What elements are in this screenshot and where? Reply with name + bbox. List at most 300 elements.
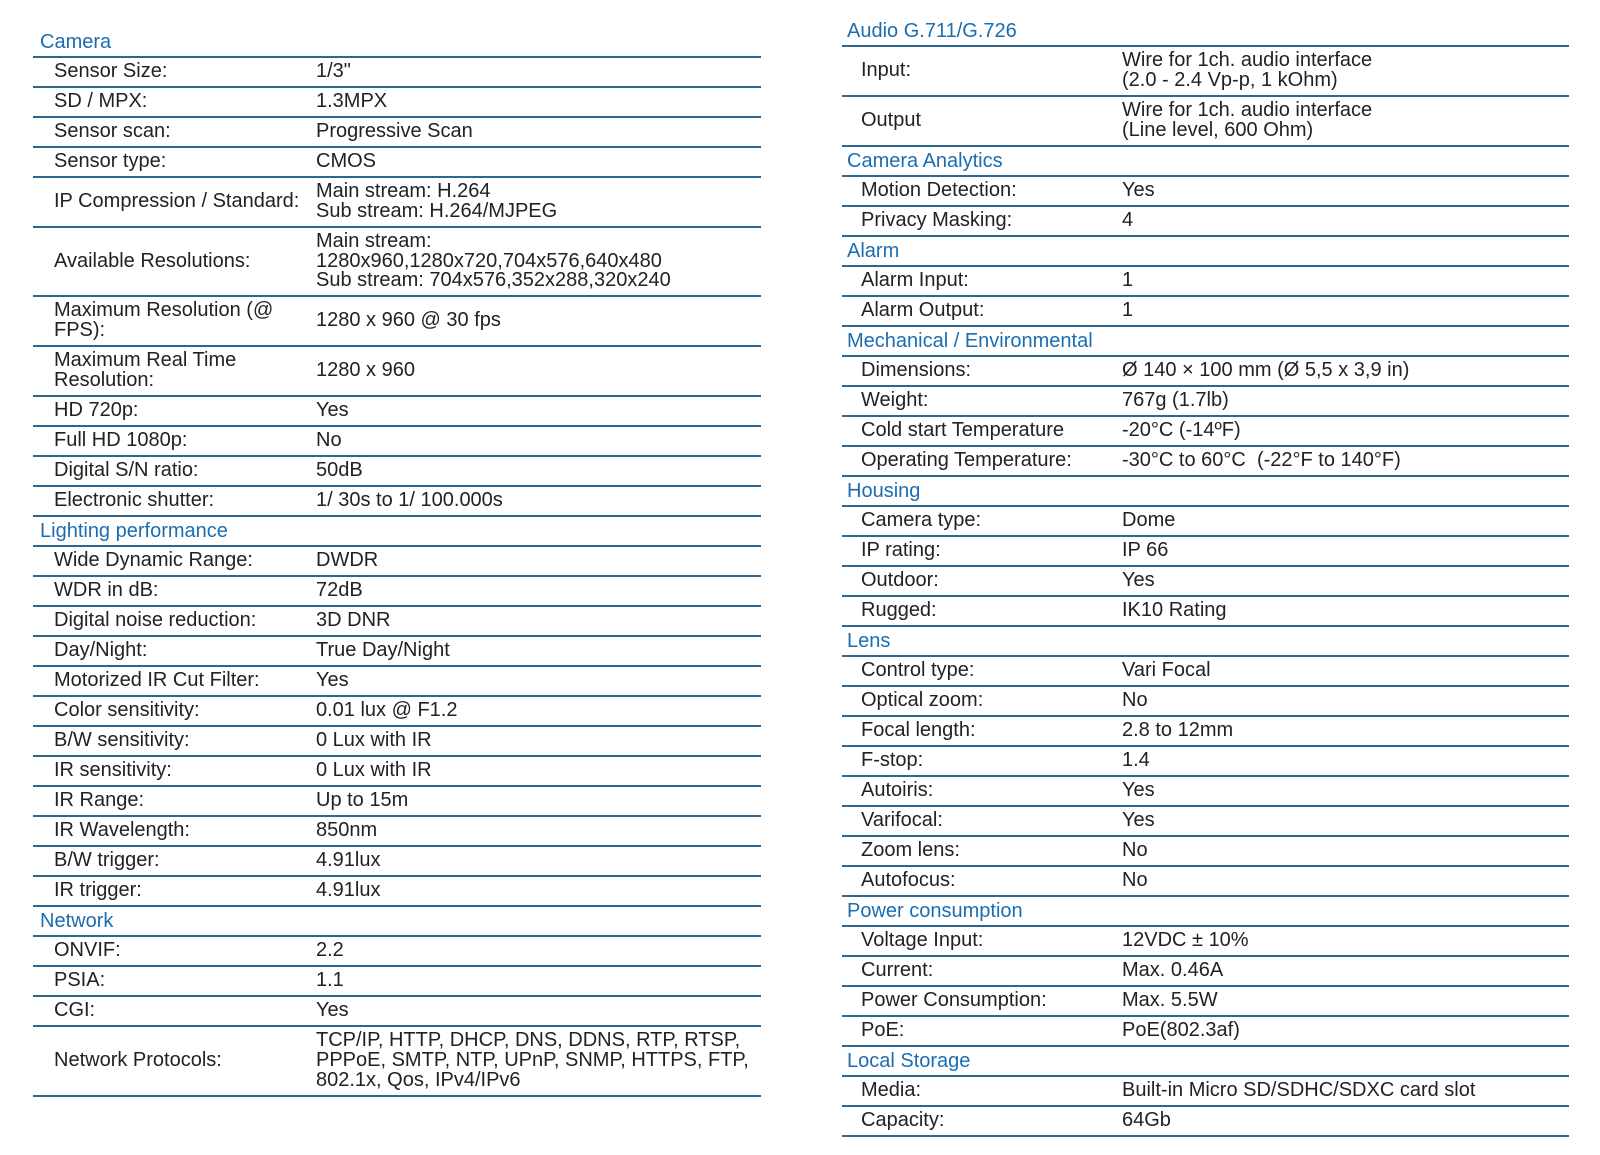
spec-value-line: 3D DNR	[316, 609, 391, 632]
spec-label-line: IR trigger:	[54, 879, 142, 902]
spec-label-line: Color sensitivity:	[54, 699, 200, 722]
spec-label-line: Weight:	[861, 388, 929, 411]
spec-label	[842, 1018, 1122, 1041]
spec-value-line: Main stream: H.264	[316, 180, 491, 203]
spec-value-line: 1	[1122, 268, 1134, 291]
spec-label	[33, 971, 316, 991]
section-heading-lens: Lens	[842, 627, 1569, 657]
spec-value-line: Yes	[316, 669, 349, 692]
spec-label	[33, 301, 316, 341]
spec-value-line: Yes	[1122, 778, 1155, 801]
spec-row-output	[842, 97, 1569, 147]
spec-value-line: No	[1122, 868, 1148, 891]
spec-row-ir-sensitivity	[33, 757, 761, 787]
spec-value	[316, 611, 761, 631]
spec-value	[316, 641, 761, 661]
spec-label-line: Operating Temperature:	[861, 448, 1072, 471]
spec-value-line: 12VDC ± 10%	[1122, 928, 1249, 951]
spec-value-line: Progressive Scan	[316, 120, 473, 143]
spec-label-line: Zoom lens:	[861, 838, 960, 861]
spec-value	[316, 761, 761, 781]
spec-value-line: 1.4	[1122, 748, 1150, 771]
spec-label-line: Dimensions:	[861, 358, 972, 381]
spec-label	[842, 988, 1122, 1011]
section-heading-local-storage: Local Storage	[842, 1047, 1569, 1077]
spec-label	[842, 748, 1122, 771]
spec-row-zoom-lens	[842, 837, 1569, 867]
spec-row-hd-720p	[33, 397, 761, 427]
spec-row-control-type	[842, 657, 1569, 687]
spec-value	[1122, 98, 1569, 141]
spec-label-line: Digital noise reduction:	[54, 609, 257, 632]
spec-value	[1122, 598, 1569, 621]
spec-value	[1122, 988, 1569, 1011]
spec-value-line: Yes	[1122, 808, 1155, 831]
spec-label-line: Outdoor:	[861, 568, 939, 591]
spec-label-line: Sensor scan:	[54, 120, 171, 143]
spec-row-f-stop	[842, 747, 1569, 777]
spec-label-line: Output	[861, 108, 922, 131]
spec-value-line: 4	[1122, 208, 1134, 231]
spec-label-line: Voltage Input:	[861, 928, 984, 951]
spec-value	[1122, 358, 1569, 381]
spec-row-b-w-trigger	[33, 847, 761, 877]
spec-label	[842, 508, 1122, 531]
spec-value-line: Max. 0.46A	[1122, 958, 1224, 981]
spec-value	[316, 182, 761, 222]
spec-label	[33, 1048, 316, 1071]
spec-label	[842, 658, 1122, 681]
spec-value	[1122, 928, 1569, 951]
spec-label	[33, 551, 316, 571]
spec-label	[33, 249, 316, 272]
section-heading-alarm: Alarm	[842, 237, 1569, 267]
spec-label-line: Media:	[861, 1078, 922, 1101]
spec-label	[842, 688, 1122, 711]
spec-label	[842, 808, 1122, 831]
spec-row-motorized-ir-cut-filter	[33, 667, 761, 697]
spec-row-wide-dynamic-range	[33, 547, 761, 577]
spec-row-poe	[842, 1017, 1569, 1047]
spec-value	[316, 731, 761, 751]
section-heading-power-consumption: Power consumption	[842, 897, 1569, 927]
spec-value-line: 1.1	[316, 969, 344, 992]
spec-value-line: Sub stream: 704x576,352x288,320x240	[316, 269, 671, 292]
spec-value-line: Ø 140 × 100 mm (Ø 5,5 x 3,9 in)	[1122, 358, 1410, 381]
spec-label	[842, 1108, 1122, 1131]
spec-label-line: Sensor type:	[54, 150, 167, 173]
right-spec-column	[842, 17, 1569, 1137]
spec-label	[842, 268, 1122, 291]
spec-value	[316, 1031, 761, 1090]
spec-label	[33, 671, 316, 691]
spec-row-autofocus	[842, 867, 1569, 897]
spec-label-line: Alarm Input:	[861, 268, 969, 291]
spec-value-line: TCP/IP, HTTP, DHCP, DNS, DDNS, RTP, RTSP,	[316, 1029, 741, 1052]
spec-value-line: 0 Lux with IR	[316, 759, 432, 782]
spec-value	[316, 229, 761, 292]
spec-label	[33, 821, 316, 841]
spec-row-input	[842, 47, 1569, 97]
spec-label-line: IP rating:	[861, 538, 941, 561]
spec-label-line: WDR in dB:	[54, 579, 159, 602]
spec-value-line: Main stream:	[316, 229, 432, 252]
spec-value-line: -20°C (-14ºF)	[1122, 418, 1241, 441]
spec-value-line: Vari Focal	[1122, 658, 1211, 681]
spec-row-ip-rating	[842, 537, 1569, 567]
spec-value	[316, 92, 761, 112]
spec-value-line: Max. 5.5W	[1122, 988, 1218, 1011]
spec-row-sensor-scan	[33, 118, 761, 148]
spec-value-line: Yes	[1122, 178, 1155, 201]
spec-label-line: Autofocus:	[861, 868, 956, 891]
spec-row-power-consumption	[842, 987, 1569, 1017]
spec-value-line: IK10 Rating	[1122, 598, 1227, 621]
spec-label	[842, 838, 1122, 861]
spec-value-line: 2.2	[316, 939, 344, 962]
spec-value-line: 767g (1.7lb)	[1122, 388, 1229, 411]
spec-value	[1122, 958, 1569, 981]
spec-row-current	[842, 957, 1569, 987]
spec-row-outdoor	[842, 567, 1569, 597]
spec-label-line: Alarm Output:	[861, 298, 985, 321]
spec-value-line: 72dB	[316, 579, 363, 602]
spec-label-line: HD 720p:	[54, 399, 139, 422]
spec-value-line: 0 Lux with IR	[316, 729, 432, 752]
spec-value	[316, 311, 761, 331]
spec-label-line: Varifocal:	[861, 808, 943, 831]
spec-label-line: Wide Dynamic Range:	[54, 549, 253, 572]
spec-value	[1122, 688, 1569, 711]
spec-value	[316, 701, 761, 721]
spec-value	[316, 491, 761, 511]
spec-label-line: Focal length:	[861, 718, 976, 741]
spec-label-line: IP Compression / Standard:	[54, 190, 300, 212]
spec-label-line: ONVIF:	[54, 939, 121, 962]
spec-row-day-night	[33, 637, 761, 667]
spec-value	[1122, 268, 1569, 291]
spec-row-maximum-real-time-resolution	[33, 347, 761, 397]
spec-label-line: Digital S/N ratio:	[54, 459, 199, 482]
section-heading-audio-g-711-g-726: Audio G.711/G.726	[842, 17, 1569, 47]
spec-value-line: (2.0 - 2.4 Vp-p, 1 kOhm)	[1122, 68, 1338, 91]
spec-value-line: Up to 15m	[316, 789, 409, 812]
spec-value	[1122, 178, 1569, 201]
spec-value-line: Dome	[1122, 508, 1176, 531]
spec-row-wdr-in-db	[33, 577, 761, 607]
spec-row-psia	[33, 967, 761, 997]
spec-value	[316, 971, 761, 991]
spec-label-line: Input:	[861, 59, 912, 81]
spec-label	[842, 568, 1122, 591]
spec-row-operating-temperature	[842, 447, 1569, 477]
spec-value	[316, 881, 761, 901]
spec-value	[1122, 448, 1569, 471]
spec-label-line: Camera type:	[861, 508, 982, 531]
spec-value	[316, 62, 761, 82]
spec-label	[33, 611, 316, 631]
spec-row-available-resolutions	[33, 228, 761, 298]
spec-row-electronic-shutter	[33, 487, 761, 517]
spec-value-line: 1280x960,1280x720,704x576,640x480	[316, 249, 662, 272]
spec-label-line: SD / MPX:	[54, 90, 148, 113]
spec-value	[316, 122, 761, 142]
spec-row-sd-mpx	[33, 88, 761, 118]
spec-value	[1122, 568, 1569, 591]
spec-value-line: 1/ 30s to 1/ 100.000s	[316, 489, 503, 512]
spec-value	[1122, 208, 1569, 231]
spec-label-line: Electronic shutter:	[54, 489, 215, 512]
spec-value-line: Yes	[316, 999, 349, 1022]
spec-value-line: 4.91lux	[316, 879, 381, 902]
spec-label-line: Available Resolutions:	[54, 249, 251, 272]
spec-value-line: PoE(802.3af)	[1122, 1018, 1240, 1041]
spec-label-line: Optical zoom:	[861, 688, 984, 711]
spec-label-line: Cold start Temperature	[861, 418, 1065, 441]
spec-label-line: IR sensitivity:	[54, 759, 172, 782]
spec-row-color-sensitivity	[33, 697, 761, 727]
spec-value	[1122, 1018, 1569, 1041]
spec-label	[33, 701, 316, 721]
spec-value	[1122, 298, 1569, 321]
section-heading-camera-analytics: Camera Analytics	[842, 147, 1569, 177]
spec-label-line: Current:	[861, 958, 934, 981]
spec-label-line: Capacity:	[861, 1108, 945, 1131]
spec-label	[842, 868, 1122, 891]
spec-label	[842, 388, 1122, 411]
spec-value-line: 0.01 lux @ F1.2	[316, 699, 458, 722]
spec-label	[842, 108, 1122, 131]
spec-row-b-w-sensitivity	[33, 727, 761, 757]
spec-value	[1122, 838, 1569, 861]
spec-value-line: 1	[1122, 298, 1134, 321]
spec-label	[842, 718, 1122, 741]
spec-value	[316, 431, 761, 451]
spec-label-line: Privacy Masking:	[861, 208, 1013, 231]
section-heading-network: Network	[33, 907, 761, 937]
spec-value-line: (Line level, 600 Ohm)	[1122, 118, 1314, 141]
spec-label-line: CGI:	[54, 999, 96, 1022]
spec-label	[33, 351, 316, 391]
spec-row-network-protocols	[33, 1027, 761, 1097]
spec-label	[33, 851, 316, 871]
spec-label	[33, 1001, 316, 1021]
spec-label	[33, 92, 316, 112]
spec-label-line: B/W trigger:	[54, 849, 160, 872]
spec-value-line: Wire for 1ch. audio interface	[1122, 49, 1373, 72]
spec-value	[316, 851, 761, 871]
spec-label-line: Sensor Size:	[54, 60, 168, 83]
spec-label-line: IR Wavelength:	[54, 819, 190, 842]
spec-row-alarm-output	[842, 297, 1569, 327]
spec-label	[842, 298, 1122, 321]
left-spec-column	[33, 28, 761, 1097]
spec-label-line: Full HD 1080p:	[54, 429, 188, 452]
spec-value-line: Built-in Micro SD/SDHC/SDXC card slot	[1122, 1078, 1476, 1101]
spec-value	[1122, 748, 1569, 771]
spec-value	[316, 581, 761, 601]
spec-row-privacy-masking	[842, 207, 1569, 237]
spec-label	[842, 778, 1122, 801]
spec-row-motion-detection	[842, 177, 1569, 207]
spec-value	[1122, 808, 1569, 831]
spec-label	[33, 152, 316, 172]
spec-label-line: Resolution:	[54, 369, 155, 392]
spec-label	[33, 581, 316, 601]
spec-value	[316, 361, 761, 381]
spec-label	[33, 881, 316, 901]
spec-value	[316, 1001, 761, 1021]
spec-value-line: 1280 x 960 @ 30 fps	[316, 309, 501, 332]
spec-row-varifocal	[842, 807, 1569, 837]
spec-value-line: No	[316, 429, 342, 452]
spec-label	[842, 598, 1122, 621]
spec-row-digital-noise-reduction	[33, 607, 761, 637]
spec-value	[1122, 658, 1569, 681]
spec-row-capacity	[842, 1107, 1569, 1137]
spec-value-line: True Day/Night	[316, 639, 450, 662]
spec-value-line: No	[1122, 838, 1148, 861]
spec-label-line: Motorized IR Cut Filter:	[54, 669, 260, 692]
spec-label-line: Maximum Resolution (@	[54, 299, 274, 322]
spec-label	[842, 418, 1122, 441]
spec-row-dimensions	[842, 357, 1569, 387]
spec-value-line: Yes	[1122, 568, 1155, 591]
spec-row-digital-s-n-ratio	[33, 457, 761, 487]
spec-value-line: DWDR	[316, 549, 379, 572]
spec-value	[1122, 718, 1569, 741]
spec-row-ip-compression-standard	[33, 178, 761, 228]
spec-row-cgi	[33, 997, 761, 1027]
spec-value	[316, 461, 761, 481]
spec-row-media	[842, 1077, 1569, 1107]
spec-value	[1122, 418, 1569, 441]
spec-value	[316, 821, 761, 841]
spec-row-camera-type	[842, 507, 1569, 537]
spec-value-line: Wire for 1ch. audio interface	[1122, 98, 1373, 121]
spec-value-line: No	[1122, 688, 1148, 711]
spec-label-line: Maximum Real Time	[54, 349, 237, 372]
spec-value-line: 802.1x, Qos, IPv4/IPv6	[316, 1068, 521, 1091]
spec-label	[842, 958, 1122, 981]
spec-label-line: F-stop:	[861, 748, 924, 771]
spec-label	[33, 192, 316, 212]
spec-label-line: PoE:	[861, 1018, 905, 1041]
spec-row-full-hd-1080p	[33, 427, 761, 457]
spec-label-line: Motion Detection:	[861, 178, 1017, 201]
spec-value-line: 850nm	[316, 819, 378, 842]
spec-row-ir-trigger	[33, 877, 761, 907]
spec-row-onvif	[33, 937, 761, 967]
spec-value	[1122, 1108, 1569, 1131]
spec-label-line: Network Protocols:	[54, 1048, 222, 1071]
spec-row-rugged	[842, 597, 1569, 627]
spec-value-line: 1/3"	[316, 60, 351, 83]
spec-value	[1122, 1078, 1569, 1101]
spec-label	[842, 538, 1122, 561]
spec-value-line: PPPoE, SMTP, NTP, UPnP, SNMP, HTTPS, FTP,	[316, 1048, 749, 1071]
spec-value	[1122, 51, 1569, 91]
spec-value	[1122, 538, 1569, 561]
spec-label-line: B/W sensitivity:	[54, 729, 190, 752]
spec-value	[316, 791, 761, 811]
spec-label-line: Autoiris:	[861, 778, 934, 801]
section-heading-lighting-performance: Lighting performance	[33, 517, 761, 547]
spec-value	[1122, 508, 1569, 531]
spec-value	[316, 551, 761, 571]
spec-row-weight	[842, 387, 1569, 417]
spec-value-line: 64Gb	[1122, 1108, 1171, 1131]
spec-value	[316, 941, 761, 961]
spec-value	[316, 671, 761, 691]
spec-value-line: 1280 x 960	[316, 359, 415, 382]
spec-label	[842, 178, 1122, 201]
spec-label	[842, 928, 1122, 951]
spec-label	[33, 62, 316, 82]
spec-label	[842, 208, 1122, 231]
spec-label	[842, 448, 1122, 471]
spec-row-sensor-size	[33, 58, 761, 88]
spec-label-line: FPS):	[54, 319, 106, 342]
spec-value	[1122, 388, 1569, 411]
spec-label-line: Day/Night:	[54, 639, 148, 662]
spec-label-line: IR Range:	[54, 789, 145, 812]
spec-value-line: Sub stream: H.264/MJPEG	[316, 199, 558, 222]
spec-label	[33, 491, 316, 511]
spec-row-voltage-input	[842, 927, 1569, 957]
spec-label	[33, 641, 316, 661]
spec-value-line: 50dB	[316, 459, 363, 482]
spec-value-line: 2.8 to 12mm	[1122, 718, 1234, 741]
spec-value-line: IP 66	[1122, 538, 1169, 561]
section-heading-camera: Camera	[33, 28, 761, 58]
spec-label	[33, 461, 316, 481]
spec-value-line: CMOS	[316, 150, 376, 173]
spec-row-focal-length	[842, 717, 1569, 747]
spec-value	[1122, 778, 1569, 801]
spec-row-optical-zoom	[842, 687, 1569, 717]
spec-label	[33, 431, 316, 451]
spec-label	[842, 358, 1122, 381]
spec-row-ir-range	[33, 787, 761, 817]
spec-value	[316, 152, 761, 172]
spec-value	[1122, 868, 1569, 891]
spec-value-line: 1.3MPX	[316, 90, 388, 113]
section-heading-mechanical-environmental: Mechanical / Environmental	[842, 327, 1569, 357]
spec-value-line: -30°C to 60°C (-22°F to 140°F)	[1122, 448, 1401, 471]
spec-label	[33, 122, 316, 142]
section-heading-housing: Housing	[842, 477, 1569, 507]
spec-label-line: Power Consumption:	[861, 988, 1047, 1011]
spec-label	[33, 791, 316, 811]
spec-row-autoiris	[842, 777, 1569, 807]
spec-value-line: 4.91lux	[316, 849, 381, 872]
spec-label	[842, 61, 1122, 81]
spec-label-line: Rugged:	[861, 598, 937, 621]
spec-row-cold-start-temperature	[842, 417, 1569, 447]
spec-label	[33, 731, 316, 751]
spec-value	[316, 401, 761, 421]
spec-label-line: PSIA:	[54, 969, 106, 992]
spec-row-sensor-type	[33, 148, 761, 178]
spec-label	[33, 761, 316, 781]
spec-label-line: Control type:	[861, 658, 975, 681]
spec-row-alarm-input	[842, 267, 1569, 297]
spec-label	[842, 1078, 1122, 1101]
spec-label	[33, 401, 316, 421]
spec-row-maximum-resolution-fps	[33, 297, 761, 347]
spec-label	[33, 941, 316, 961]
